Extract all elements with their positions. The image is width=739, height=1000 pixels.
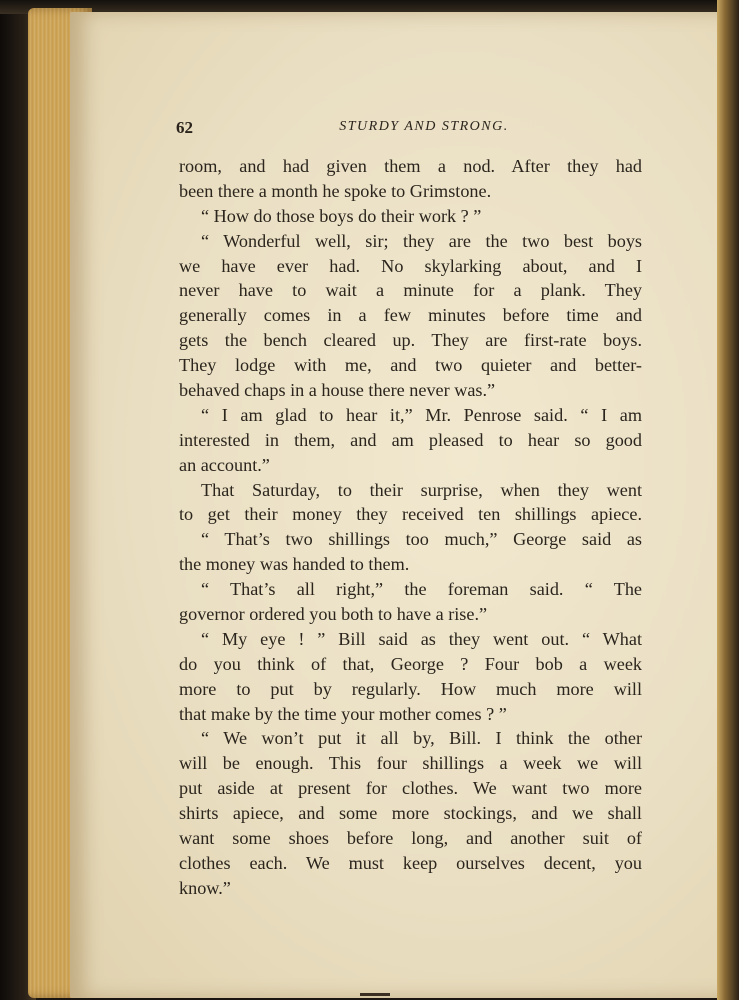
text-line: know.” <box>179 877 231 898</box>
text-line: want some shoes before long, and another suit of <box>179 828 642 849</box>
text-line: more to put by regularly. How much more will <box>179 678 642 699</box>
text-line: “ My eye ! ” Bill said as they went out. “ What <box>201 628 642 649</box>
text-line: “ That’s two shillings too much,” George said as <box>201 529 642 550</box>
text-line: the money was handed to them. <box>179 554 410 575</box>
right-binding-edge <box>717 0 739 1000</box>
text-line: generally comes in a few minutes before time and <box>179 305 642 326</box>
bottom-edge-mark <box>360 993 390 996</box>
text-line: behaved chaps in a house there never was.” <box>179 380 496 401</box>
text-line: “ How do those boys do their work ? ” <box>201 205 482 226</box>
text-line: “ I am glad to hear it,” Mr. Penrose said. “ I am <box>201 404 642 425</box>
text-line: will be enough. This four shillings a week we will <box>179 753 642 774</box>
text-line: do you think of that, George ? Four bob a week <box>179 653 642 674</box>
text-line: put aside at present for clothes. We want two more <box>179 778 642 799</box>
text-line: an account.” <box>179 454 270 475</box>
text-line: never have to wait a minute for a plank. They <box>179 280 642 301</box>
text-line: shirts apiece, and some more stockings, and we shall <box>179 803 642 824</box>
text-line: been there a month he spoke to Grimstone. <box>179 180 492 201</box>
text-line: clothes each. We must keep ourselves decent, you <box>179 852 642 873</box>
page-header <box>176 118 642 140</box>
page-number: 62 <box>176 118 193 137</box>
text-line: “ We won’t put it all by, Bill. I think the other <box>201 728 642 749</box>
text-line: “ That’s all right,” the foreman said. “ The <box>201 579 642 600</box>
text-line: “ Wonderful well, sir; they are the two best boys <box>201 230 642 251</box>
text-line: interested in them, and am pleased to hear so good <box>179 429 642 450</box>
text-line: to get their money they received ten shillings apiece. <box>179 504 642 525</box>
text-line: room, and had given them a nod. After they had <box>179 156 642 176</box>
text-line: They lodge with me, and two quieter and better- <box>179 355 642 376</box>
running-title: STURDY AND STRONG. <box>339 119 509 134</box>
text-line: that make by the time your mother comes ? ” <box>179 703 507 724</box>
body-text <box>179 154 642 901</box>
text-line: gets the bench cleared up. They are first-rate boys. <box>179 330 642 351</box>
text-line: That Saturday, to their surprise, when they went <box>201 479 642 500</box>
text-line: governor ordered you both to have a rise.” <box>179 604 488 625</box>
text-line: we have ever had. No skylarking about, and I <box>179 255 642 276</box>
